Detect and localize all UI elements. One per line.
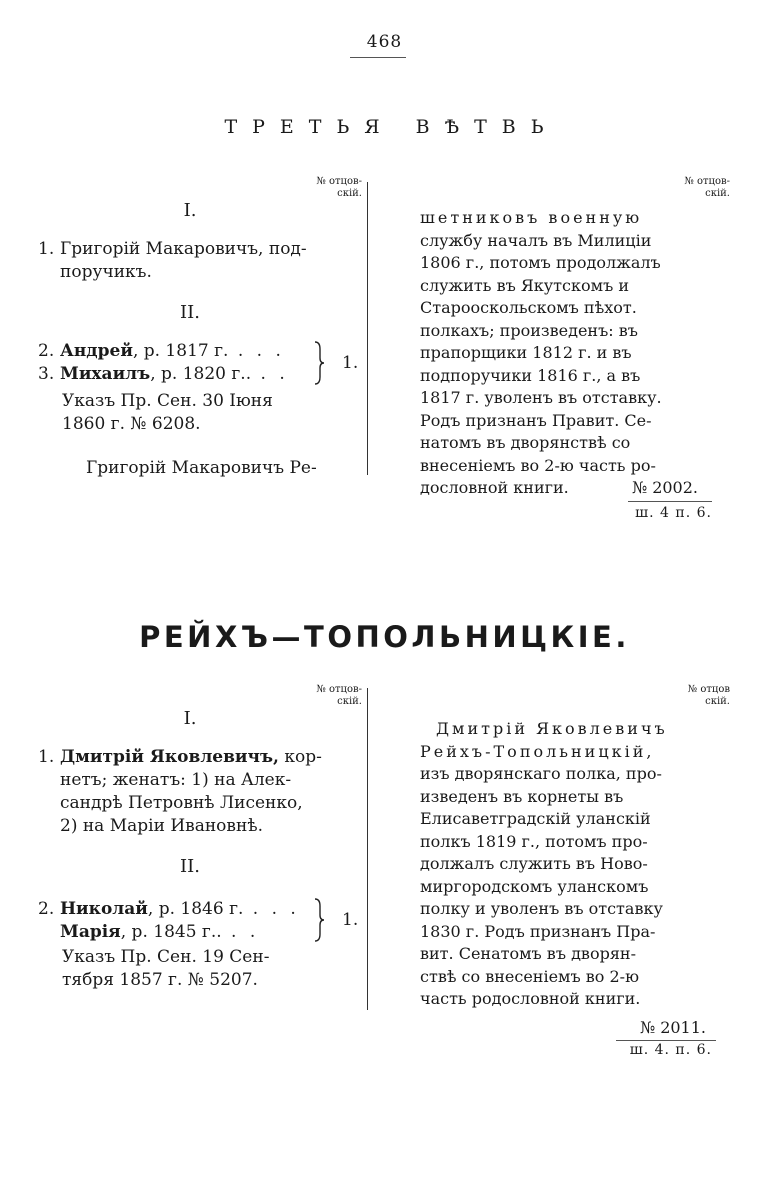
column-label-line1: № отцов- [684, 176, 730, 187]
entry-text: , р. 1820 г.. [150, 364, 252, 384]
record-rule [616, 1040, 716, 1041]
entry-continuation: сандрѣ Петровнѣ Лисенко, [60, 793, 303, 813]
biography-line: 1817 г. уволенъ въ отставку. [420, 388, 662, 407]
biography-text [420, 207, 684, 500]
page-number-rule [350, 57, 406, 58]
genealogy-entry [38, 898, 338, 944]
decree-line: тября 1857 г. № 5207. [62, 970, 258, 990]
biography-line: внесеніемъ во 2-ю часть ро- [420, 455, 656, 475]
decree-note [62, 946, 332, 992]
entry-continuation: поручикъ. [60, 262, 152, 282]
person-name: Николай [60, 899, 148, 919]
biography-line: Рейхъ-Топольницкій, [420, 741, 655, 761]
biography-line: 1830 г. Родъ признанъ Пра- [420, 921, 656, 941]
entry-continuation: нетъ; женатъ: 1) на Алек- [60, 770, 292, 790]
biography-line: ствѣ со внесеніемъ во 2-ю [420, 966, 640, 986]
biography-line: часть родословной книги. [420, 989, 641, 1008]
leader-dots: . . . [243, 899, 300, 919]
entry-text: кор- [278, 747, 322, 767]
entry-number: 2. [38, 341, 55, 361]
generation-heading: II. [180, 856, 200, 877]
column-divider [367, 688, 368, 1010]
column-divider [367, 182, 368, 475]
genealogy-entry [38, 746, 338, 838]
column-label-line2: скій. [705, 188, 730, 199]
column-label-left [290, 684, 362, 708]
biography-line: Дмитрій Яковлевичъ [436, 719, 668, 738]
entry-number: 3. [38, 364, 55, 384]
generation-heading: I. [183, 708, 197, 729]
biography-line: вит. Сенатомъ въ дворян- [420, 944, 636, 963]
entry-line [38, 238, 338, 261]
entry-continuation: 2) на Маріи Ивановнѣ. [60, 816, 263, 836]
person-name: Марія [60, 922, 121, 942]
generation-heading: I. [183, 200, 197, 221]
person-name: Михаилъ [60, 364, 151, 384]
column-label-right [640, 684, 730, 708]
record-shelf: ш. 4 п. 6. [635, 505, 712, 521]
entry-line [38, 898, 338, 921]
person-name: Андрей [60, 341, 133, 361]
decree-line: 1860 г. № 6208. [62, 414, 201, 434]
biography-line: 1806 г., потомъ продолжалъ [420, 253, 661, 272]
column-label-line2: скій. [705, 696, 730, 707]
column-label-line1: № отцов- [316, 176, 362, 187]
right-brace [312, 898, 326, 942]
biography-line: Родъ признанъ Правит. Се- [420, 410, 652, 430]
entry-line [38, 921, 338, 944]
entry-text: , р. 1817 г. [132, 341, 229, 361]
entry-number: 1. [38, 747, 55, 767]
column-label-line1: № отцов [687, 684, 730, 695]
biography-line: миргородскомъ уланскомъ [420, 876, 649, 896]
decree-line: Указъ Пр. Сен. 30 Іюня [62, 391, 273, 411]
record-rule [628, 501, 712, 502]
entry-line [38, 363, 338, 386]
column-label-right [640, 176, 730, 200]
person-name: Дмитрій Яковлевичъ, [60, 747, 279, 767]
branch-heading: ТРЕТЬЯ ВѢТВЬ [224, 116, 559, 138]
biography-line: полку и уволенъ въ отставку [420, 899, 663, 918]
biography-line: прапорщики 1812 г. и въ [420, 343, 632, 362]
biography-line: полкъ 1819 г., потомъ про- [420, 831, 648, 851]
leader-dots: . . [221, 922, 260, 942]
biography-line: служить въ Якутскомъ и [420, 275, 629, 295]
father-number: 1. [342, 353, 359, 373]
family-title: РЕЙХЪ—ТОПОЛЬНИЦКІЕ. [139, 620, 630, 654]
biography-line: полкахъ; произведенъ: въ [420, 320, 638, 340]
entry-text: , р. 1846 г. [147, 899, 244, 919]
biography-line: натомъ въ дворянствѣ со [420, 433, 631, 452]
biography-line: подпоручики 1816 г., а въ [420, 365, 641, 385]
biography-line: службу началъ въ Милиціи [420, 230, 652, 250]
record-shelf: ш. 4. п. 6. [629, 1042, 712, 1058]
biography-line: изъ дворянскаго полка, про- [420, 764, 662, 783]
column-label-line1: № отцов- [316, 684, 362, 695]
genealogy-entry [38, 340, 338, 386]
biography-text [420, 718, 684, 1011]
biography-line: Елисаветградскій уланскій [420, 809, 651, 828]
decree-note [62, 390, 322, 436]
genealogy-entry [38, 238, 338, 284]
leader-dots: . . . [228, 341, 285, 361]
column-label-line2: скій. [337, 188, 362, 199]
entry-number: 1. [38, 239, 55, 259]
biography-line: изведенъ въ корнеты въ [420, 786, 624, 806]
entry-line [38, 340, 338, 363]
biography-line: шетниковъ военную [420, 208, 643, 227]
entry-text: под- [263, 239, 307, 259]
column-label-left [290, 176, 362, 200]
leader-dots: . . [251, 364, 289, 384]
biography-line: должалъ служить въ Ново- [420, 854, 648, 873]
entry-line [38, 746, 338, 769]
father-number: 1. [342, 910, 359, 930]
decree-line: Указъ Пр. Сен. 19 Сен- [62, 947, 270, 967]
biography-line: дословной книги. [420, 478, 569, 497]
biography-line: Старооскольскомъ пѣхот. [420, 298, 637, 317]
person-name: Григорій Макаровичъ, [60, 239, 264, 259]
generation-heading: II. [180, 302, 200, 323]
page-number: 468 [366, 32, 403, 52]
entry-text: , р. 1845 г.. [120, 922, 222, 942]
column-label-line2: скій. [337, 696, 362, 707]
record-number: № 2011. [639, 1018, 706, 1037]
biography-start: Григорій Макаровичъ Ре- [86, 458, 317, 478]
record-number: № 2002. [631, 478, 698, 497]
entry-number: 2. [38, 899, 55, 919]
right-brace [312, 341, 326, 385]
